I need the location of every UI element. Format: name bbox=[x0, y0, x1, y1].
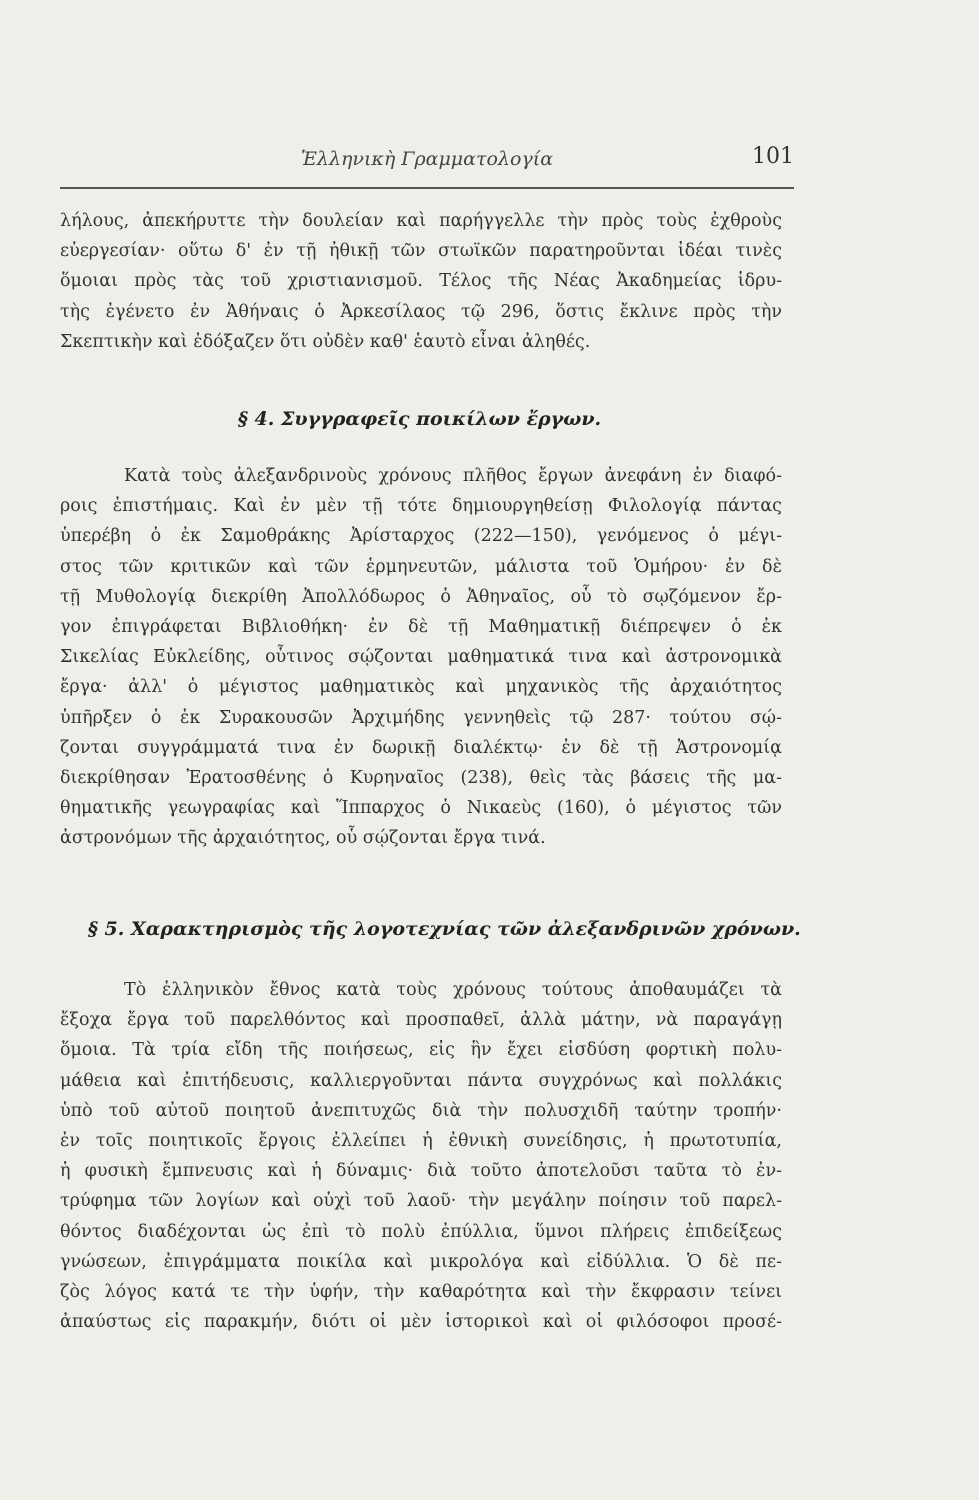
text-line: Τὸ ἑλληνικὸν ἔθνος κατὰ τοὺς χρόνους τούτους ἀποθαυμάζει τὰ bbox=[124, 980, 782, 1000]
text-line: Σκεπτικὴν καὶ ἐδόξαζεν ὅτι οὐδὲν καθ' ἑαυτὸ εἶναι ἀληθές. bbox=[60, 331, 591, 352]
paragraph-2 bbox=[60, 461, 782, 853]
text-line: ἡ φυσικὴ ἔμπνευσις καὶ ἡ δύναμις· διὰ τοῦτο ἀποτελοῦσι ταῦτα τὸ ἐν- bbox=[60, 1161, 782, 1182]
text-line: ἔργα· ἀλλ' ὁ μέγιστος μαθηματικὸς καὶ μηχανικὸς τῆς ἀρχαιότητος bbox=[60, 677, 782, 698]
text-line: ὑπὸ τοῦ αὐτοῦ ποιητοῦ ἀνεπιτυχῶς διὰ τὴν πολυσχιδῆ ταύτην τροπήν· bbox=[60, 1100, 782, 1121]
text-line: τρύφημα τῶν λογίων καὶ οὐχὶ τοῦ λαοῦ· τὴν μεγάλην ποίησιν τοῦ παρελ- bbox=[60, 1191, 782, 1212]
text-line: ἐν τοῖς ποιητικοῖς ἔργοις ἐλλείπει ἡ ἐθνικὴ συνείδησις, ἡ πρωτοτυπία, bbox=[60, 1130, 782, 1151]
section-5-heading: § 5. Χαρακτηρισμὸς τῆς λογοτεχνίας τῶν ἀλεξανδρινῶν χρόνων. bbox=[88, 918, 801, 940]
text-line: λήλους, ἀπεκήρυττε τὴν δουλείαν καὶ παρήγγελλε τὴν πρὸς τοὺς ἐχθροὺς bbox=[60, 211, 782, 231]
section-4-heading: § 4. Συγγραφεῖς ποικίλων ἔργων. bbox=[238, 408, 602, 430]
text-line: στος τῶν κριτικῶν καὶ τῶν ἑρμηνευτῶν, μάλιστα τοῦ Ὁμήρου· ἐν δὲ bbox=[60, 556, 782, 577]
text-line: ἀστρονόμων τῆς ἀρχαιότητος, οὗ σῴζονται ἔργα τινά. bbox=[60, 828, 546, 849]
text-line: ἀπαύστως εἰς παρακμήν, διότι οἱ μὲν ἱστορικοὶ καὶ οἱ φιλόσοφοι προσέ- bbox=[60, 1312, 782, 1333]
running-title: Ἑλληνικὴ Γραμματολογία bbox=[300, 148, 554, 170]
page-number: 101 bbox=[752, 144, 794, 169]
text-line: ὅμοιαι πρὸς τὰς τοῦ χριστιανισμοῦ. Τέλος τῆς Νέας Ἀκαδημείας ἱδρυ- bbox=[60, 271, 782, 292]
text-line: ὑπῆρξεν ὁ ἐκ Συρακουσῶν Ἀρχιμήδης γεννηθεὶς τῷ 287· τούτου σῴ- bbox=[60, 707, 782, 728]
text-line: Κατὰ τοὺς ἀλεξανδρινοὺς χρόνους πλῆθος ἔργων ἀνεφάνη ἐν διαφό- bbox=[124, 466, 782, 486]
text-line: γον ἐπιγράφεται Βιβλιοθήκη· ἐν δὲ τῇ Μαθηματικῇ διέπρεψεν ὁ ἐκ bbox=[60, 616, 782, 637]
text-line: ζονται συγγράμματά τινα ἐν δωρικῇ διαλέκτῳ· ἐν δὲ τῇ Ἀστρονομίᾳ bbox=[60, 737, 782, 758]
header-rule bbox=[60, 187, 794, 189]
text-line: εὐεργεσίαν· οὕτω δ' ἐν τῇ ἠθικῇ τῶν στωϊκῶν παρατηροῦνται ἰδέαι τινὲς bbox=[60, 241, 782, 262]
text-line: Σικελίας Εὐκλείδης, οὗτινος σῴζονται μαθηματικά τινα καὶ ἀστρονομικὰ bbox=[60, 647, 782, 668]
text-line: γνώσεων, ἐπιγράμματα ποικίλα καὶ μικρολόγα καὶ εἰδύλλια. Ὁ δὲ πε- bbox=[60, 1251, 782, 1272]
page-header bbox=[60, 144, 794, 188]
text-line: ροις ἐπιστήμαις. Καὶ ἐν μὲν τῇ τότε δημιουργηθείσῃ Φιλολογίᾳ πάντας bbox=[60, 496, 782, 517]
text-line: ἔξοχα ἔργα τοῦ παρελθόντος καὶ προσπαθεῖ, ἀλλὰ μάτην, νὰ παραγάγῃ bbox=[60, 1010, 782, 1031]
text-line: τῇ Μυθολογίᾳ διεκρίθη Ἀπολλόδωρος ὁ Ἀθηναῖος, οὗ τὸ σῳζόμενον ἔρ- bbox=[60, 586, 782, 607]
text-line: διεκρίθησαν Ἐρατοσθένης ὁ Κυρηναῖος (238), θεὶς τὰς βάσεις τῆς μα- bbox=[60, 767, 782, 788]
text-line: θόντος διαδέχονται ὡς ἐπὶ τὸ πολὺ ἐπύλλια, ὕμνοι πλήρεις ἐπιδείξεως bbox=[60, 1221, 782, 1242]
paragraph-1 bbox=[60, 206, 782, 357]
text-line: θηματικῆς γεωγραφίας καὶ Ἵππαρχος ὁ Νικαεὺς (160), ὁ μέγιστος τῶν bbox=[60, 798, 782, 819]
text-line: ζὸς λόγος κατά τε τὴν ὑφήν, τὴν καθαρότητα καὶ τὴν ἔκφρασιν τείνει bbox=[60, 1281, 782, 1302]
text-line: τὴς ἐγένετο ἐν Ἀθήναις ὁ Ἀρκεσίλαος τῷ 296, ὅστις ἔκλινε πρὸς τὴν bbox=[60, 301, 782, 322]
paragraph-3 bbox=[60, 975, 782, 1337]
text-line: ὅμοια. Τὰ τρία εἴδη τῆς ποιήσεως, εἰς ἣν ἔχει εἰσδύση φορτικὴ πολυ- bbox=[60, 1040, 782, 1061]
text-line: μάθεια καὶ ἐπιτήδευσις, καλλιεργοῦνται πάντα συγχρόνως καὶ πολλάκις bbox=[60, 1070, 782, 1091]
text-line: ὑπερέβη ὁ ἐκ Σαμοθράκης Ἀρίσταρχος (222—150), γενόμενος ὁ μέγι- bbox=[60, 526, 782, 547]
